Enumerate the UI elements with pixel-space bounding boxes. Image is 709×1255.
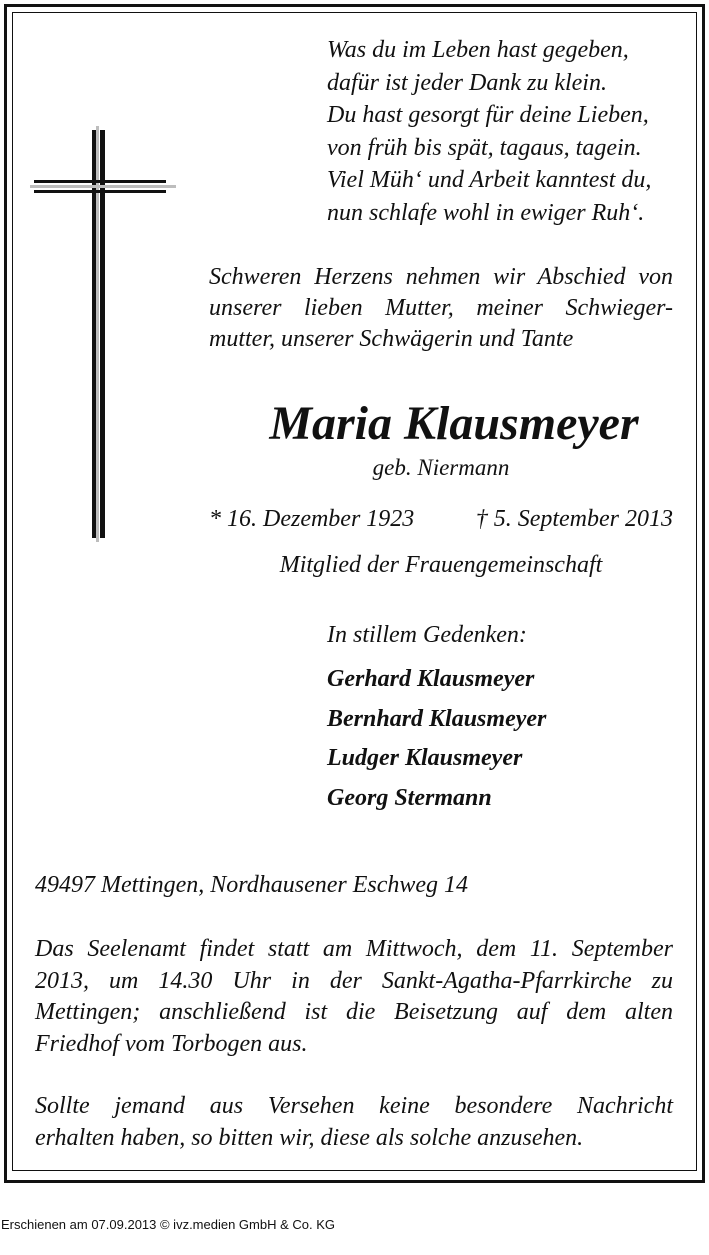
deceased-name: Maria Klausmeyer — [269, 397, 639, 450]
service-paragraph — [35, 934, 673, 1060]
intro-line: unserer lieben Mutter, meiner Schwieger- — [209, 295, 673, 321]
birth-name: geb. Niermann — [372, 455, 510, 480]
poem-line: Viel Müh‘ und Arbeit kanntest du, — [327, 167, 652, 193]
poem-line: Du hast gesorgt für deine Lieben, — [327, 102, 649, 128]
service-line: Das Seelenamt findet statt am Mittwoch, dem 11. September — [35, 936, 673, 962]
notice-paragraph — [35, 1091, 673, 1154]
mourner-name: Bernhard Klausmeyer — [327, 705, 547, 732]
notice-line: Sollte jemand aus Versehen keine besondere Nachricht — [35, 1093, 673, 1119]
mourner-name: Gerhard Klausmeyer — [327, 666, 535, 692]
birth-date: * 16. Dezember 1923 — [209, 506, 415, 532]
poem-line: dafür ist jeder Dank zu klein. — [327, 69, 607, 96]
intro-text — [209, 262, 673, 355]
service-line: 2013, um 14.30 Uhr in der Sankt-Agatha-Pfarrkirche zu — [35, 967, 673, 994]
life-dates — [209, 506, 673, 533]
poem-line: von früh bis spät, tagaus, tagein. — [327, 134, 642, 161]
poem — [327, 34, 651, 229]
notice-line: erhalten haben, so bitten wir, diese als solche anzusehen. — [35, 1124, 584, 1151]
intro-line: mutter, unserer Schwägerin und Tante — [209, 326, 574, 352]
mourning-heading: In stillem Gedenken: — [327, 622, 527, 648]
intro-line: Schweren Herzens nehmen wir Abschied von — [209, 264, 673, 290]
mourner-name: Georg Stermann — [327, 784, 492, 811]
service-line: Mettingen; anschließend ist die Beisetzung auf dem alten — [35, 999, 673, 1025]
membership: Mitglied der Frauengemeinschaft — [279, 552, 603, 578]
cross-icon — [30, 124, 180, 544]
mourner-name: Ludger Klausmeyer — [327, 745, 523, 771]
footer-credit: Erschienen am 07.09.2013 © ivz.medien GmbH & Co. KG — [1, 1217, 336, 1232]
mourner-list — [327, 660, 546, 818]
address: 49497 Mettingen, Nordhausener Eschweg 14 — [35, 872, 469, 898]
poem-line: Was du im Leben hast gegeben, — [327, 37, 629, 63]
service-line: Friedhof vom Torbogen aus. — [35, 1030, 308, 1057]
poem-line: nun schlafe wohl in ewiger Ruh‘. — [327, 199, 645, 226]
death-date: † 5. September 2013 — [475, 506, 673, 532]
